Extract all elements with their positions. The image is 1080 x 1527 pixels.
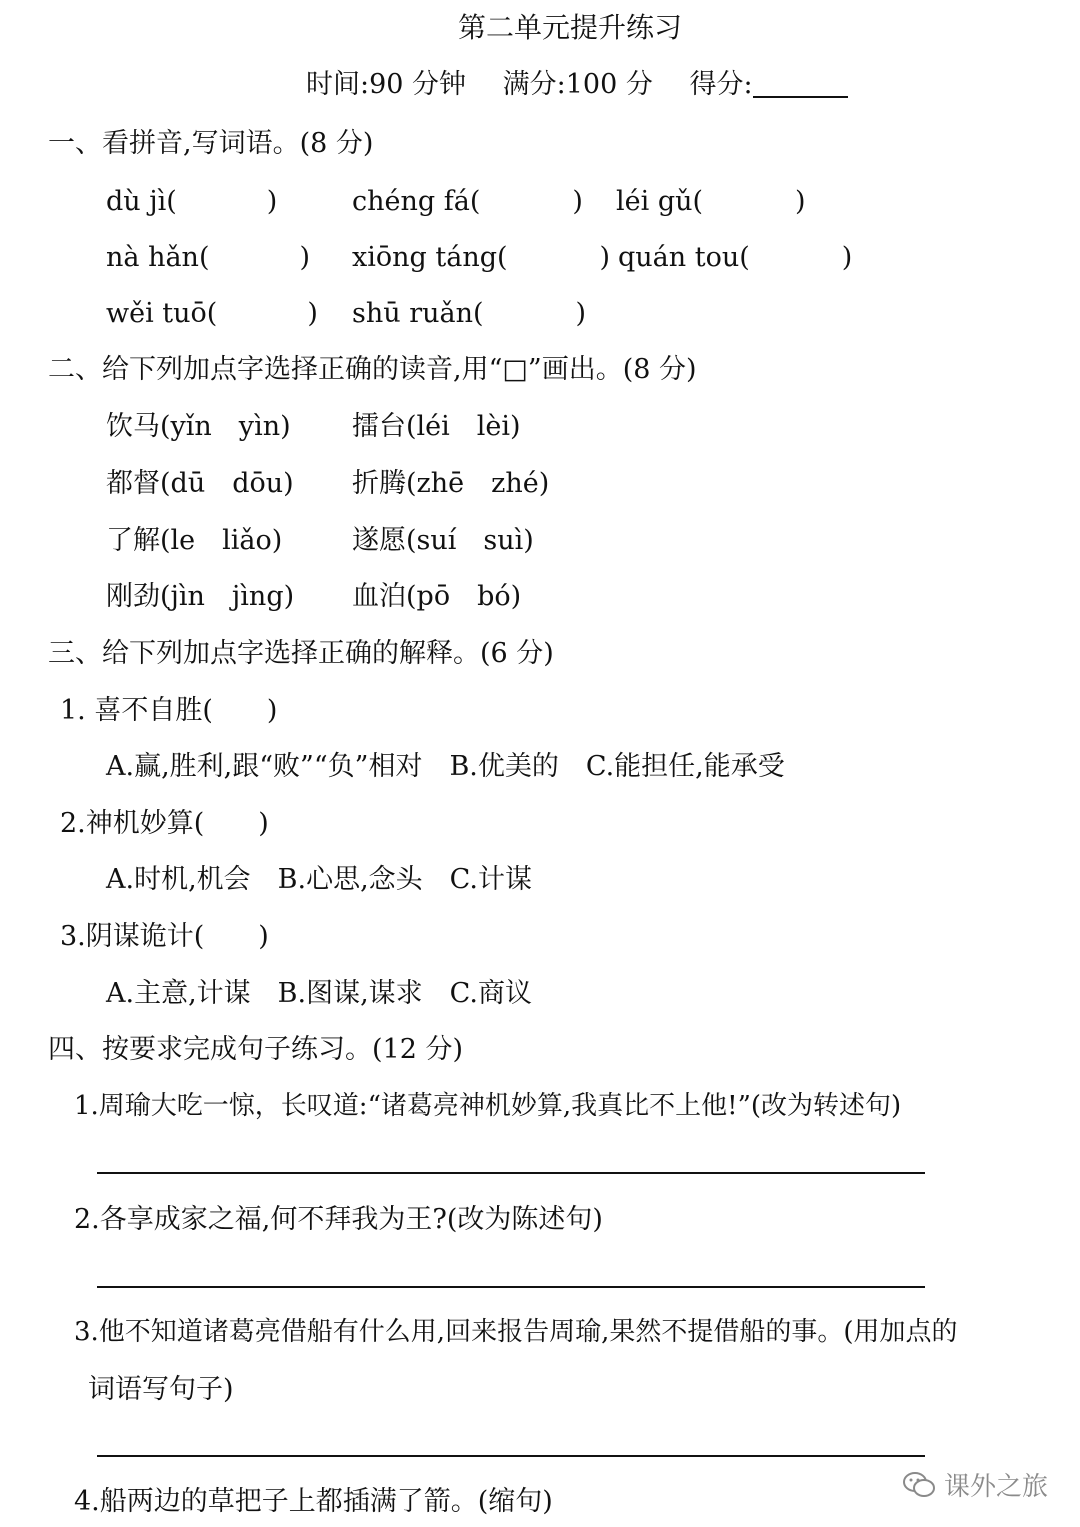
section-3-heading: 三、给下列加点字选择正确的解释。(6 分) [48, 638, 554, 669]
reading-item: 血泊(pō bó) [352, 581, 522, 612]
reading-item: 了解(le liǎo) [106, 525, 283, 556]
pinyin-item: shū ruǎn( ) [352, 298, 587, 329]
pinyin-item: xiōng táng( ) [352, 242, 611, 273]
section-2-heading: 二、给下列加点字选择正确的读音,用“□”画出。(8 分) [48, 354, 697, 385]
pinyin-item: nà hǎn( ) [106, 242, 311, 273]
sentence-question-3-cont: 词语写句子) [88, 1374, 234, 1405]
score-blank[interactable] [753, 70, 848, 98]
meaning-options-1: A.赢,胜利,跟“败”“负”相对 B.优美的 C.能担任,能承受 [106, 751, 785, 782]
pinyin-item: chéng fá( ) [352, 186, 583, 217]
reading-item: 刚劲(jìn jìng) [106, 581, 295, 612]
full-score: 满分:100 分 [502, 69, 653, 100]
watermark-text: 课外之旅 [943, 1472, 1048, 1502]
score-label: 得分: [689, 69, 753, 100]
page-title: 第二单元提升练习 [457, 11, 682, 44]
sentence-question-2: 2.各享成家之福,何不拜我为王?(改为陈述句) [74, 1204, 603, 1235]
reading-item: 折腾(zhē zhé) [352, 468, 550, 499]
answer-line-1[interactable] [97, 1172, 925, 1174]
meaning-options-2: A.时机,机会 B.心思,念头 C.计谋 [106, 864, 532, 895]
sentence-question-4: 4.船两边的草把子上都插满了箭。(缩句) [74, 1486, 553, 1517]
time-limit: 时间:90 分钟 [306, 69, 467, 100]
meaning-question-1: 1. 喜不自胜( ) [60, 695, 278, 726]
pinyin-item: wěi tuō( ) [106, 298, 318, 329]
reading-item: 都督(dū dōu) [106, 468, 294, 499]
section-1-heading: 一、看拼音,写词语。(8 分) [48, 128, 374, 159]
pinyin-item: quán tou( ) [618, 242, 853, 273]
watermark [902, 1466, 1048, 1503]
answer-line-3[interactable] [97, 1455, 925, 1457]
answer-line-2[interactable] [97, 1286, 925, 1288]
reading-item: 饮马(yǐn yìn) [106, 411, 291, 442]
meaning-question-3: 3.阴谋诡计( ) [60, 921, 269, 952]
meaning-options-3: A.主意,计谋 B.图谋,谋求 C.商议 [106, 978, 532, 1009]
reading-item: 擂台(léi lèi) [352, 411, 521, 442]
sentence-question-1: 1.周瑜大吃一惊，长叹道:“诸葛亮神机妙算,我真比不上他!”(改为转述句) [74, 1091, 902, 1121]
reading-item: 遂愿(suí suì) [352, 525, 534, 556]
sentence-question-3: 3.他不知道诸葛亮借船有什么用,回来报告周瑜,果然不提借船的事。(用加点的 [74, 1317, 958, 1347]
wechat-icon [902, 1471, 936, 1499]
exam-meta [306, 70, 876, 98]
pinyin-item: dù jì( ) [106, 186, 278, 217]
section-4-heading: 四、按要求完成句子练习。(12 分) [48, 1034, 464, 1065]
pinyin-item: léi gǔ( ) [616, 186, 806, 217]
meaning-question-2: 2.神机妙算( ) [60, 808, 269, 839]
